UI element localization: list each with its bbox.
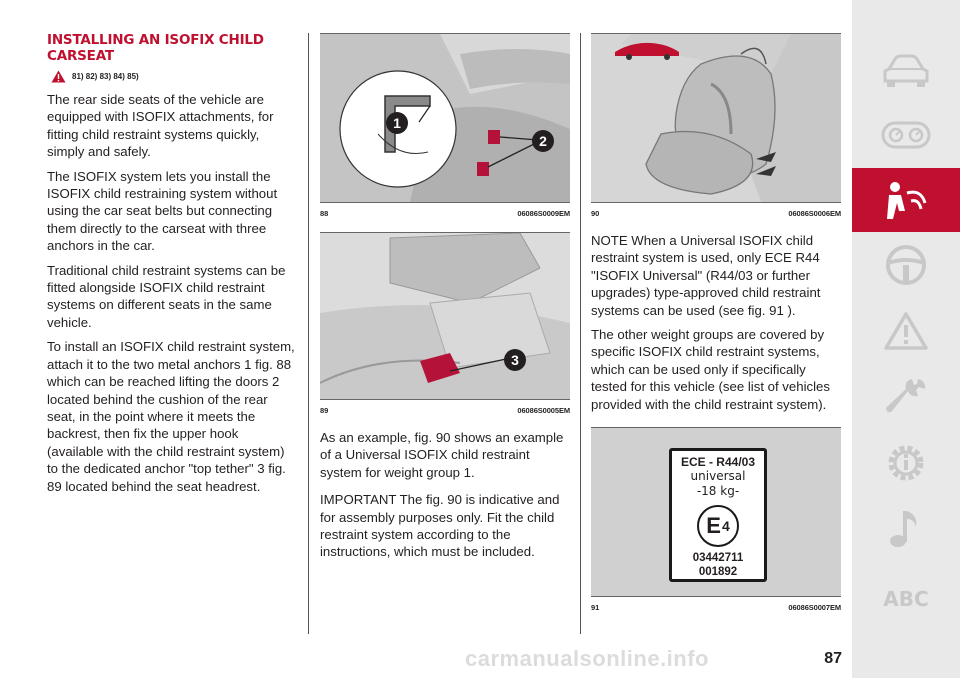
sidebar-item-dashboard[interactable]	[852, 106, 960, 164]
warning-references	[51, 70, 297, 83]
figure-code: 06086S0006EM	[788, 209, 841, 218]
paragraph: NOTE When a Universal ISOFIX child restraint system is used, only ECE R44 "ISOFIX Universal" (R44/03 or further upgrades) type-approved child restraint systems can be used (see fig. 91 ).	[591, 233, 821, 318]
figure-90-caption	[591, 209, 841, 218]
figure-89-image	[320, 232, 570, 400]
watermark: carmanualsonline.info	[465, 646, 709, 671]
abc-index-label: ABC	[883, 587, 929, 611]
sidebar-item-maintenance[interactable]	[852, 368, 960, 426]
e-mark-icon: E 4	[697, 505, 739, 547]
text-column-3	[591, 33, 841, 626]
column-divider	[308, 33, 309, 634]
gear-info-icon	[883, 440, 929, 486]
paragraph: To install an ISOFIX child restraint system, attach it to the two metal anchors 1 fig. 88 which can be reached lifting the doors 2 located behind the cushion of the rear seat, in the point where it meets the backrest, then fix the upper hook (available with the child restraint system) to the dedicated anchor "top tether" 3 fig. 89 located behind the seat headrest.	[47, 339, 295, 494]
top-tether-illustration	[320, 233, 570, 399]
ece-approval-label	[669, 448, 767, 582]
figure-number: 88	[320, 209, 329, 218]
callout-3: 3	[504, 349, 526, 371]
label-serial: 001892	[698, 566, 738, 579]
child-seat-illustration	[591, 34, 841, 202]
label-category: universal	[690, 469, 746, 484]
sidebar-item-index[interactable]	[852, 570, 960, 628]
column-divider	[580, 33, 581, 634]
isofix-anchor-illustration	[320, 34, 570, 202]
section-title: INSTALLING AN ISOFIX CHILD CARSEAT	[47, 32, 264, 64]
label-regulation: ECE - R44/03	[680, 455, 756, 470]
figure-91-image	[591, 427, 841, 597]
figure-number: 89	[320, 406, 329, 415]
music-note-icon	[886, 507, 926, 551]
figure-91-caption	[591, 603, 841, 612]
callout-1: 1	[386, 112, 408, 134]
warning-triangle-icon	[884, 311, 928, 351]
paragraph: IMPORTANT The fig. 90 is indicative and for assembly purposes only. Fit the child restraint system according to the instructions, which must be included.	[320, 492, 560, 560]
sidebar-item-safety[interactable]	[852, 168, 960, 232]
steering-wheel-icon	[884, 243, 928, 287]
car-icon	[881, 53, 931, 89]
safety-icon	[881, 179, 931, 221]
warning-refs-text: 81) 82) 83) 84) 85)	[72, 72, 139, 81]
figure-number: 91	[591, 603, 600, 613]
text-column-1	[47, 28, 297, 502]
paragraph: The ISOFIX system lets you install the ISOFIX child restraining system without using the car seat belts but connecting them directly to the carseat with three anchors in the car.	[47, 168, 278, 254]
text-column-2	[320, 33, 570, 568]
warning-triangle-icon	[51, 70, 66, 83]
figure-88-caption	[320, 209, 570, 218]
paragraph: As an example, fig. 90 shows an example of a Universal ISOFIX child restraint system for weight group 1.	[320, 430, 564, 480]
figure-code: 06086S0005EM	[517, 406, 570, 415]
wrench-icon	[884, 375, 928, 419]
label-approval-number: 03442711	[692, 552, 744, 565]
chapter-sidebar	[852, 0, 960, 678]
figure-88-image	[320, 33, 570, 203]
label-weight: -18 kg-	[696, 484, 740, 499]
dashboard-icon	[881, 121, 931, 149]
page-number: 87	[824, 650, 842, 667]
figure-90-image	[591, 33, 841, 203]
figure-code: 06086S0009EM	[517, 209, 570, 218]
paragraph: Traditional child restraint systems can be fitted alongside ISOFIX child restraint systems on different seats in the same vehicle.	[47, 262, 286, 330]
figure-89-caption	[320, 406, 570, 415]
sidebar-item-technical-data[interactable]	[852, 434, 960, 492]
sidebar-item-car[interactable]	[852, 42, 960, 100]
figure-code: 06086S0007EM	[788, 603, 841, 613]
paragraph: The rear side seats of the vehicle are equipped with ISOFIX attachments, for fitting child restraint systems quickly, simply and safely.	[47, 92, 274, 160]
figure-number: 90	[591, 209, 600, 218]
paragraph: The other weight groups are covered by specific ISOFIX child restraint systems, which can be used only if specifically tested for this vehicle (see list of vehicles provided with the child restraint system).	[591, 327, 830, 412]
sidebar-item-warnings[interactable]	[852, 302, 960, 360]
callout-2: 2	[532, 130, 554, 152]
sidebar-item-multimedia[interactable]	[852, 500, 960, 558]
sidebar-item-steering[interactable]	[852, 236, 960, 294]
